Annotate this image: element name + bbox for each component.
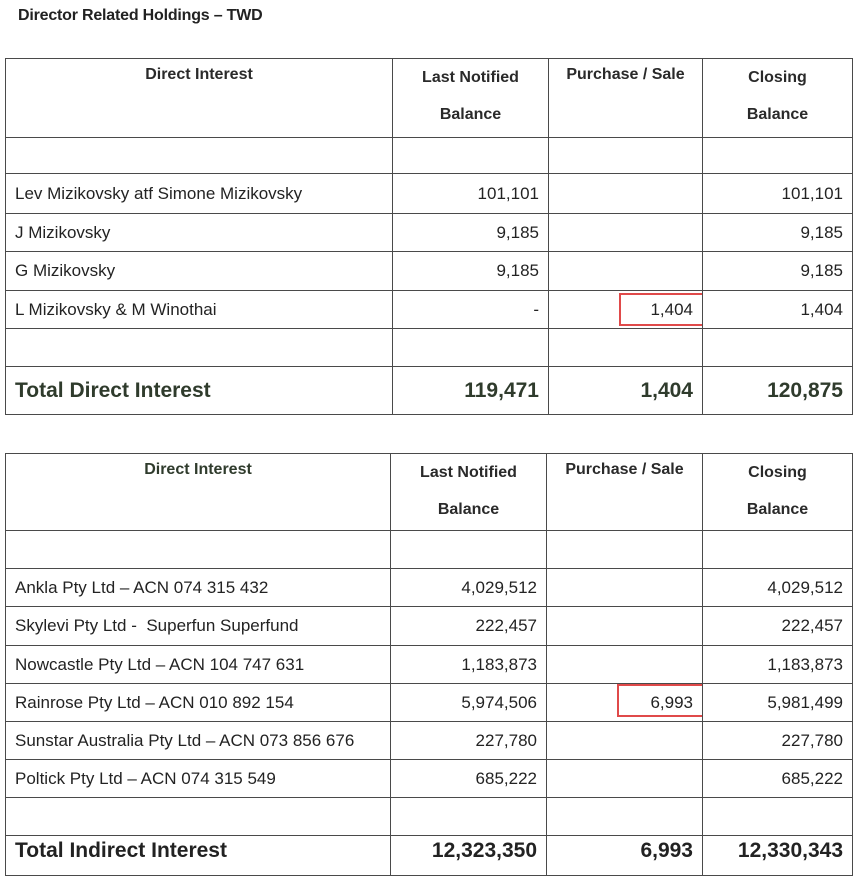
last-notified-balance: 9,185 <box>393 214 549 252</box>
header-closing-balance <box>703 59 853 138</box>
holder-name: Sunstar Australia Pty Ltd – ACN 073 856 676 <box>6 722 391 760</box>
header-closing-line2: Balance <box>746 106 809 123</box>
header-last-notified-line1: Last Notified <box>420 464 517 481</box>
holder-name: J Mizikovsky <box>6 214 393 252</box>
document-title: Director Related Holdings – TWD <box>18 7 263 24</box>
closing-balance: 1,404 <box>703 291 853 329</box>
indirect-interest-table <box>5 453 853 876</box>
closing-balance: 5,981,499 <box>703 684 853 722</box>
closing-balance: 101,101 <box>703 174 853 214</box>
purchase-sale-highlighted <box>549 291 703 329</box>
total-last-notified: 119,471 <box>393 367 549 415</box>
purchase-sale <box>547 722 703 760</box>
total-row <box>6 367 853 415</box>
empty-row <box>6 798 853 836</box>
purchase-sale <box>549 174 703 214</box>
purchase-sale <box>549 214 703 252</box>
closing-balance: 9,185 <box>703 252 853 291</box>
purchase-sale-value: 1,404 <box>650 299 693 319</box>
purchase-sale <box>547 760 703 798</box>
header-row <box>6 59 853 138</box>
table-row <box>6 252 853 291</box>
purchase-sale <box>547 569 703 607</box>
table-row <box>6 569 853 607</box>
header-direct-interest: Direct Interest <box>6 454 391 531</box>
purchase-sale-highlighted <box>547 684 703 722</box>
closing-balance: 685,222 <box>703 760 853 798</box>
total-label: Total Direct Interest <box>6 367 393 415</box>
header-purchase-sale: Purchase / Sale <box>549 59 703 138</box>
header-purchase-sale: Purchase / Sale <box>547 454 703 531</box>
total-last-notified: 12,323,350 <box>391 836 547 876</box>
empty-row <box>6 531 853 569</box>
closing-balance: 227,780 <box>703 722 853 760</box>
table-row <box>6 607 853 646</box>
table-row <box>6 646 853 684</box>
header-last-notified-balance <box>391 454 547 531</box>
purchase-sale <box>549 252 703 291</box>
holder-name: Skylevi Pty Ltd - Superfun Superfund <box>6 607 391 646</box>
total-closing: 12,330,343 <box>703 836 853 876</box>
holder-name: G Mizikovsky <box>6 252 393 291</box>
last-notified-balance: 227,780 <box>391 722 547 760</box>
header-row <box>6 454 853 531</box>
header-closing-line1: Closing <box>748 69 807 86</box>
header-direct-interest: Direct Interest <box>6 59 393 138</box>
header-closing-balance <box>703 454 853 531</box>
header-closing-line2: Balance <box>746 501 809 518</box>
header-last-notified-line1: Last Notified <box>422 69 519 86</box>
purchase-sale <box>547 607 703 646</box>
holder-name: L Mizikovsky & M Winothai <box>6 291 393 329</box>
total-purchase-sale: 6,993 <box>547 836 703 876</box>
empty-row <box>6 138 853 174</box>
empty-row <box>6 329 853 367</box>
table-row <box>6 684 853 722</box>
total-label: Total Indirect Interest <box>6 836 391 876</box>
holder-name: Lev Mizikovsky atf Simone Mizikovsky <box>6 174 393 214</box>
last-notified-balance: 685,222 <box>391 760 547 798</box>
last-notified-balance: 1,183,873 <box>391 646 547 684</box>
total-closing: 120,875 <box>703 367 853 415</box>
table-row <box>6 174 853 214</box>
header-last-notified-line2: Balance <box>437 501 500 518</box>
holder-name: Nowcastle Pty Ltd – ACN 104 747 631 <box>6 646 391 684</box>
holder-name: Ankla Pty Ltd – ACN 074 315 432 <box>6 569 391 607</box>
direct-interest-table <box>5 58 853 415</box>
purchase-sale-value: 6,993 <box>650 692 693 712</box>
header-last-notified-balance <box>393 59 549 138</box>
total-purchase-sale: 1,404 <box>549 367 703 415</box>
last-notified-balance: 9,185 <box>393 252 549 291</box>
table-row <box>6 214 853 252</box>
total-row <box>6 836 853 876</box>
holder-name: Poltick Pty Ltd – ACN 074 315 549 <box>6 760 391 798</box>
holder-name: Rainrose Pty Ltd – ACN 010 892 154 <box>6 684 391 722</box>
closing-balance: 9,185 <box>703 214 853 252</box>
purchase-sale <box>547 646 703 684</box>
last-notified-balance: - <box>393 291 549 329</box>
closing-balance: 222,457 <box>703 607 853 646</box>
closing-balance: 4,029,512 <box>703 569 853 607</box>
closing-balance: 1,183,873 <box>703 646 853 684</box>
last-notified-balance: 5,974,506 <box>391 684 547 722</box>
table-row <box>6 291 853 329</box>
last-notified-balance: 222,457 <box>391 607 547 646</box>
table-row <box>6 760 853 798</box>
last-notified-balance: 101,101 <box>393 174 549 214</box>
header-last-notified-line2: Balance <box>439 106 502 123</box>
table-row <box>6 722 853 760</box>
header-closing-line1: Closing <box>748 464 807 481</box>
last-notified-balance: 4,029,512 <box>391 569 547 607</box>
